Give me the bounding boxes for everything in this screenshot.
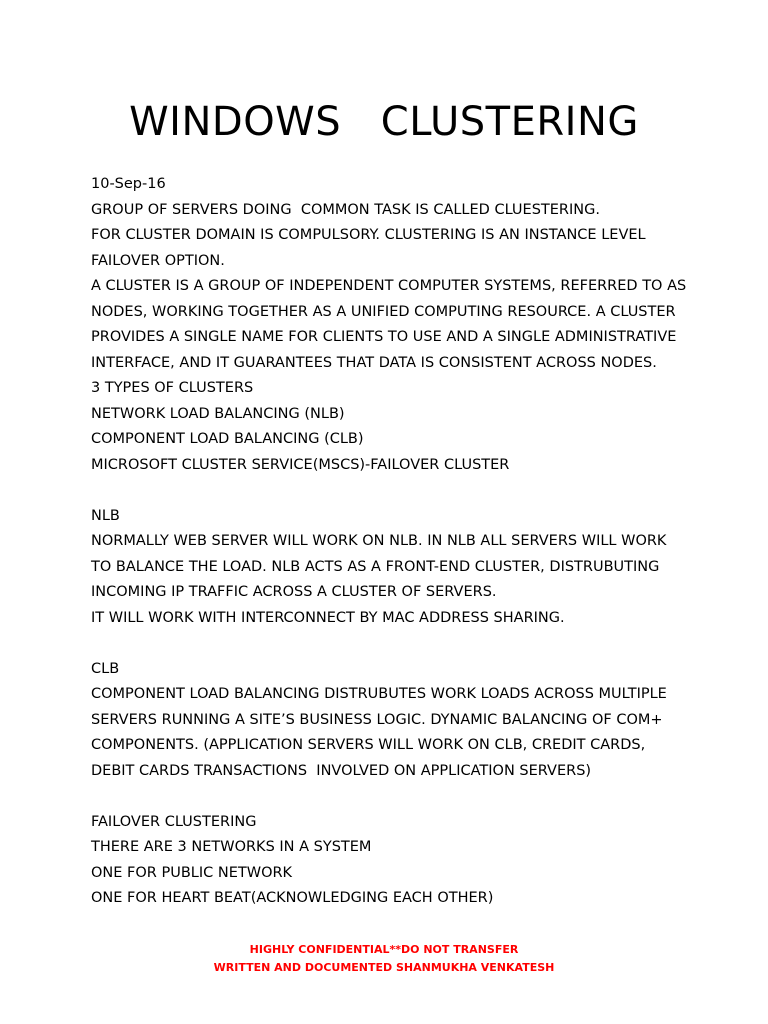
intro-line: INTERFACE, AND IT GUARANTEES THAT DATA IS CONSISTENT ACROSS NODES. [91,354,657,371]
clb-line: COMPONENT LOAD BALANCING DISTRUBUTES WORK LOADS ACROSS MULTIPLE [91,686,667,702]
cluster-types-heading: 3 TYPES OF CLUSTERS [91,380,254,396]
cluster-type-item: COMPONENT LOAD BALANCING (CLB) [91,431,364,447]
intro-line: FAILOVER OPTION. [91,252,225,269]
nlb-line: IT WILL WORK WITH INTERCONNECT BY MAC ADDRESS SHARING. [91,609,565,626]
blank-line [91,631,751,657]
document-date: 10-Sep-16 [91,176,166,192]
nlb-line: NORMALLY WEB SERVER WILL WORK ON NLB. IN NLB ALL SERVERS WILL WORK [91,533,667,549]
nlb-line: TO BALANCE THE LOAD. NLB ACTS AS A FRONT-END CLUSTER, DISTRUBUTING [91,558,660,575]
clb-heading: CLB [91,660,120,677]
document-title: WINDOWS CLUSTERING [129,99,639,145]
confidential-notice: HIGHLY CONFIDENTIAL**DO NOT TRANSFER [249,943,519,956]
intro-line: FOR CLUSTER DOMAIN IS COMPULSORY. CLUSTERING IS AN INSTANCE LEVEL [91,227,646,243]
intro-line: A CLUSTER IS A GROUP OF INDEPENDENT COMPUTER SYSTEMS, REFERRED TO AS [91,278,687,294]
failover-line: ONE FOR PUBLIC NETWORK [91,864,293,881]
blank-line [91,478,751,504]
failover-line: ONE FOR HEART BEAT(ACKNOWLEDGING EACH OTHER) [91,890,494,906]
cluster-type-item: MICROSOFT CLUSTER SERVICE(MSCS)-FAILOVER CLUSTER [91,456,510,473]
intro-line: NODES, WORKING TOGETHER AS A UNIFIED COMPUTING RESOURCE. A CLUSTER [91,303,676,320]
cluster-type-item: NETWORK LOAD BALANCING (NLB) [91,405,345,422]
intro-line: PROVIDES A SINGLE NAME FOR CLIENTS TO USE AND A SINGLE ADMINISTRATIVE [91,329,677,345]
failover-line: THERE ARE 3 NETWORKS IN A SYSTEM [91,839,372,855]
failover-heading: FAILOVER CLUSTERING [91,813,257,830]
nlb-line: INCOMING IP TRAFFIC ACROSS A CLUSTER OF SERVERS. [91,584,497,600]
document-body [91,172,751,912]
clb-line: DEBIT CARDS TRANSACTIONS INVOLVED ON APPLICATION SERVERS) [91,762,592,779]
nlb-heading: NLB [91,507,120,524]
clb-line: COMPONENTS. (APPLICATION SERVERS WILL WORK ON CLB, CREDIT CARDS, [91,737,646,753]
intro-line: GROUP OF SERVERS DOING COMMON TASK IS CALLED CLUESTERING. [91,201,600,218]
confidential-footer [0,941,768,977]
clb-line: SERVERS RUNNING A SITE’S BUSINESS LOGIC. DYNAMIC BALANCING OF COM+ [91,711,663,728]
author-credit: WRITTEN AND DOCUMENTED SHANMUKHA VENKATESH [213,961,555,974]
blank-line [91,784,751,810]
